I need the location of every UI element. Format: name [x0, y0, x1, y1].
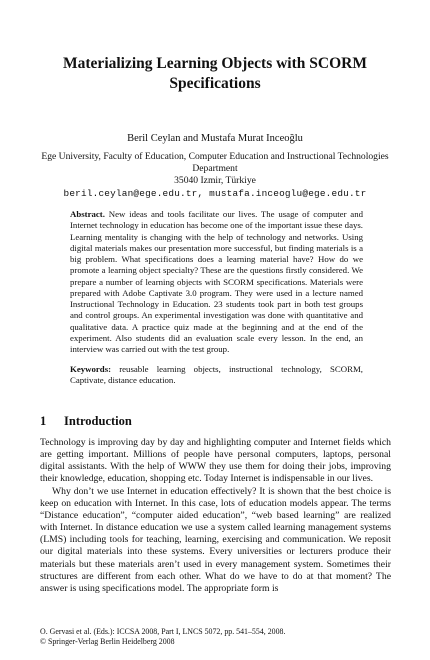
paper-title: Materializing Learning Objects with SCORM Specifications	[63, 55, 367, 92]
citation-line: O. Gervasi et al. (Eds.): ICCSA 2008, Part I, LNCS 5072, pp. 541–554, 2008.	[40, 627, 286, 636]
paragraph: Why don’t we use Internet in education effectively? It is shown that the best choice is keep on education with Internet. In this case, lots of education models appear. The terms “Distance education”, “computer aided education”, “web based learning” are realized with Internet. In distance education we use a system called learning management systems (LMS) including tools for teaching, learning, exercising and communication. We reposit our digital materials into these systems. Every universities or lecturers produce their materials but these materials aren’t used in every management system. Sometimes their structures are different from each other. What do we have to do at that moment? The answer is using specifications model. The appropriate form is	[40, 485, 391, 594]
abstract	[70, 209, 363, 355]
author-emails: beril.ceylan@ege.edu.tr, mustafa.inceoglu@ege.edu.tr	[63, 187, 367, 199]
copyright-line: © Springer-Verlag Berlin Heidelberg 2008	[40, 637, 175, 646]
section-heading	[40, 414, 390, 429]
abstract-text: New ideas and tools facilitate our lives. The usage of computer and Internet technology in education has become one of the important issue these days. Learning mentality is changing with the help of technology and networks. Using digital materials makes our presentation more successful, but finding materials is a big problem. What specifications does a learning material have? How do we promote a learning object specialty? These are the questions firstly considered. We prepare a number of learning objects with SCORM specifications. Materials were prepared with Adobe Captivate 3.0 program. They were used in a lecture named Instructional Technology in Education. 23 students took part in both test groups and control groups. An experimental investigation was done with quantitative and qualitative data. A practice quiz made at the beginning and at the end of the experiment. Also students did an evaluation scale every lesson. In the end, an interview was carried out with the test group.	[70, 209, 363, 354]
keywords-text: reusable learning objects, instructional technology, SCORM, Captivate, distance education.	[70, 364, 363, 386]
affiliation-line: Department	[192, 163, 238, 175]
affiliation-address: 35040 Izmir, Türkiye	[174, 175, 256, 187]
paragraph: Technology is improving day by day and highlighting computer and Internet fields which are getting important. Millions of people have personal computers, laptops, personal digital assistants. With the help of WWW they use them for doing their jobs, improving their knowledge, education, shopping etc. Today Internet is indispensable in our lives.	[40, 437, 391, 485]
keywords	[70, 364, 363, 387]
footer-citation	[40, 627, 390, 647]
author-list: Beril Ceylan and Mustafa Murat Inceoğlu	[127, 133, 303, 144]
keywords-label: Keywords:	[70, 364, 112, 374]
section-title: Introduction	[64, 414, 132, 428]
affiliation-line: Ege University, Faculty of Education, Computer Education and Instructional Technologies	[41, 151, 389, 162]
affiliation-block	[20, 151, 410, 200]
body-text	[40, 437, 391, 595]
section-number: 1	[40, 414, 47, 428]
abstract-label: Abstract.	[70, 209, 105, 219]
